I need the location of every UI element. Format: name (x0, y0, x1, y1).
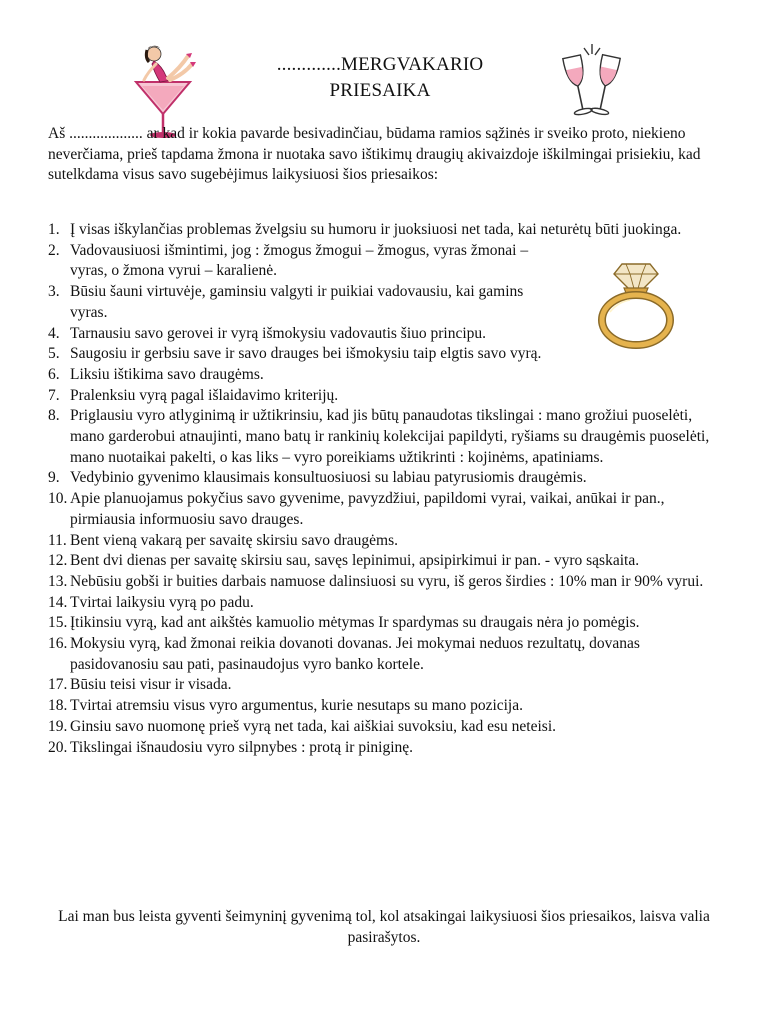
intro-paragraph: Aš ................... ar kad ir kokia pavarde besivadinčiau, būdama ramios sąžinės ir sveiko proto, niekieno neverčiama, prieš tapdama žmona ir nuotaka savo ištikimų draugių akivaizdoje iškilmingai prisiekiu, kad sutelkdama visus savo sugebėjimus laikysiuosi šios priesaikos: (48, 125, 701, 184)
list-item (48, 344, 728, 365)
item-text: Į visas iškylančias problemas žvelgsiu su humoru ir juoksiuosi net tada, kai neturėtų būti juokinga. (70, 221, 682, 238)
list-item (48, 675, 728, 696)
closing-statement: Lai man bus leista gyventi šeimyninį gyvenimą tol, kol atsakingai laikysiuosi šios priesaikos, laisva valia pasirašytos. (58, 908, 710, 946)
item-number: 11. (48, 531, 67, 549)
item-number: 9. (48, 469, 60, 487)
list-item (48, 406, 728, 468)
list-item (48, 551, 728, 572)
list-item (48, 324, 728, 345)
list-item (48, 386, 728, 407)
list-item (48, 489, 728, 530)
item-number: 2. (48, 241, 60, 259)
item-text: Pralenksiu vyrą pagal išlaidavimo kriterijų. (70, 386, 339, 404)
item-number: 15. (48, 614, 68, 632)
item-text: Nebūsiu gobši ir buities darbais namuose dalinsiuosi su vyru, iš geros širdies : 10% man ir 90% vyrui. (70, 572, 704, 590)
item-text: Mokysiu vyrą, kad žmonai reikia dovanoti dovanas. Jei mokymai neduos rezultatų, dovanas pasidovanosiu sau pati, pasinaudojus vyro banko kortele. (70, 635, 640, 673)
item-text: Tikslingai išnaudosiu vyro silpnybes : protą ir piniginę. (70, 738, 414, 756)
item-text: Įtikinsiu vyrą, kad ant aikštės kamuolio mėtymas Ir spardymas su draugais nėra jo pomėgis. (70, 614, 640, 632)
item-text: Būsiu šauni virtuvėje, gaminsiu valgyti ir puikiai vadovausiu, kai gamins vyras. (70, 283, 524, 321)
list-item (48, 613, 728, 634)
list-item (48, 572, 728, 593)
item-text: Vadovausiuosi išmintimi, jog : žmogus žmogui – žmogus, vyras žmonai – vyras, o žmona vyrui – karalienė. (70, 241, 529, 280)
list-item (48, 241, 728, 282)
list-item (48, 738, 728, 759)
item-text: Būsiu teisi visur ir visada. (70, 676, 232, 694)
title-line-2: PRIESAIKA (329, 80, 431, 101)
item-number: 20. (48, 738, 68, 756)
item-text: Saugosiu ir gerbsiu save ir savo drauges bei išmokysiu taip elgtis savo vyrą. (70, 345, 542, 363)
list-item (48, 468, 728, 489)
item-number: 13. (48, 572, 68, 590)
item-number: 6. (48, 365, 60, 383)
item-number: 3. (48, 283, 60, 301)
item-number: 8. (48, 407, 60, 425)
item-number: 1. (48, 221, 60, 238)
item-text: Tvirtai laikysiu vyrą po padu. (70, 593, 254, 611)
list-item (48, 531, 728, 552)
list-item (48, 593, 728, 614)
item-text: Tvirtai atremsiu visus vyro argumentus, kurie nesutaps su mano pozicija. (70, 697, 523, 715)
item-text: Apie planuojamus pokyčius savo gyvenime, pavyzdžiui, papildomi vyrai, vaikai, anūkai ir pan., pirmiausia informuosiu savo drauges. (70, 490, 665, 528)
champagne-toast-icon (556, 42, 628, 122)
item-number: 5. (48, 345, 60, 363)
oath-list (48, 220, 728, 758)
list-item (48, 282, 728, 323)
item-text: Ginsiu savo nuomonę prieš vyrą net tada, kai aiškiai suvoksiu, kad esu neteisi. (70, 717, 557, 735)
item-text: Liksiu ištikima savo draugėms. (70, 365, 264, 383)
list-item (48, 220, 728, 241)
item-number: 12. (48, 552, 68, 570)
title-line-1: .............MERGVAKARIO (276, 54, 484, 75)
document-title (200, 52, 560, 104)
item-number: 19. (48, 717, 68, 735)
list-item (48, 696, 728, 717)
item-text: Vedybinio gyvenimo klausimais konsultuosiuosi su labiau patyrusiomis draugėmis. (70, 469, 587, 487)
item-number: 4. (48, 324, 60, 342)
item-number: 17. (48, 676, 68, 694)
item-text: Bent vieną vakarą per savaitę skirsiu savo draugėms. (70, 531, 398, 549)
item-number: 14. (48, 593, 68, 611)
item-number: 7. (48, 386, 60, 404)
item-number: 18. (48, 697, 68, 715)
item-text: Tarnausiu savo gerovei ir vyrą išmokysiu vadovautis šiuo principu. (70, 324, 487, 342)
list-item (48, 634, 728, 675)
list-item (48, 365, 728, 386)
item-text: Priglausiu vyro atlyginimą ir užtikrinsiu, kad jis būtų panaudotas tikslingai : mano grožiui puoselėti, mano garderobui atnaujinti, mano batų ir rankinių kolekcijai papildyti, ryšiams su draugėmis puoselėti, mano nuotaikai pakelti, o kas liks – vyro poreikiams užtikrinti : kojinėms, apatiniams. (70, 407, 710, 466)
item-text: Bent dvi dienas per savaitę skirsiu sau, savęs lepinimui, apsipirkimui ir pan. - vyro sąskaita. (70, 552, 640, 570)
item-number: 10. (48, 490, 68, 508)
list-item (48, 717, 728, 738)
item-number: 16. (48, 635, 68, 653)
